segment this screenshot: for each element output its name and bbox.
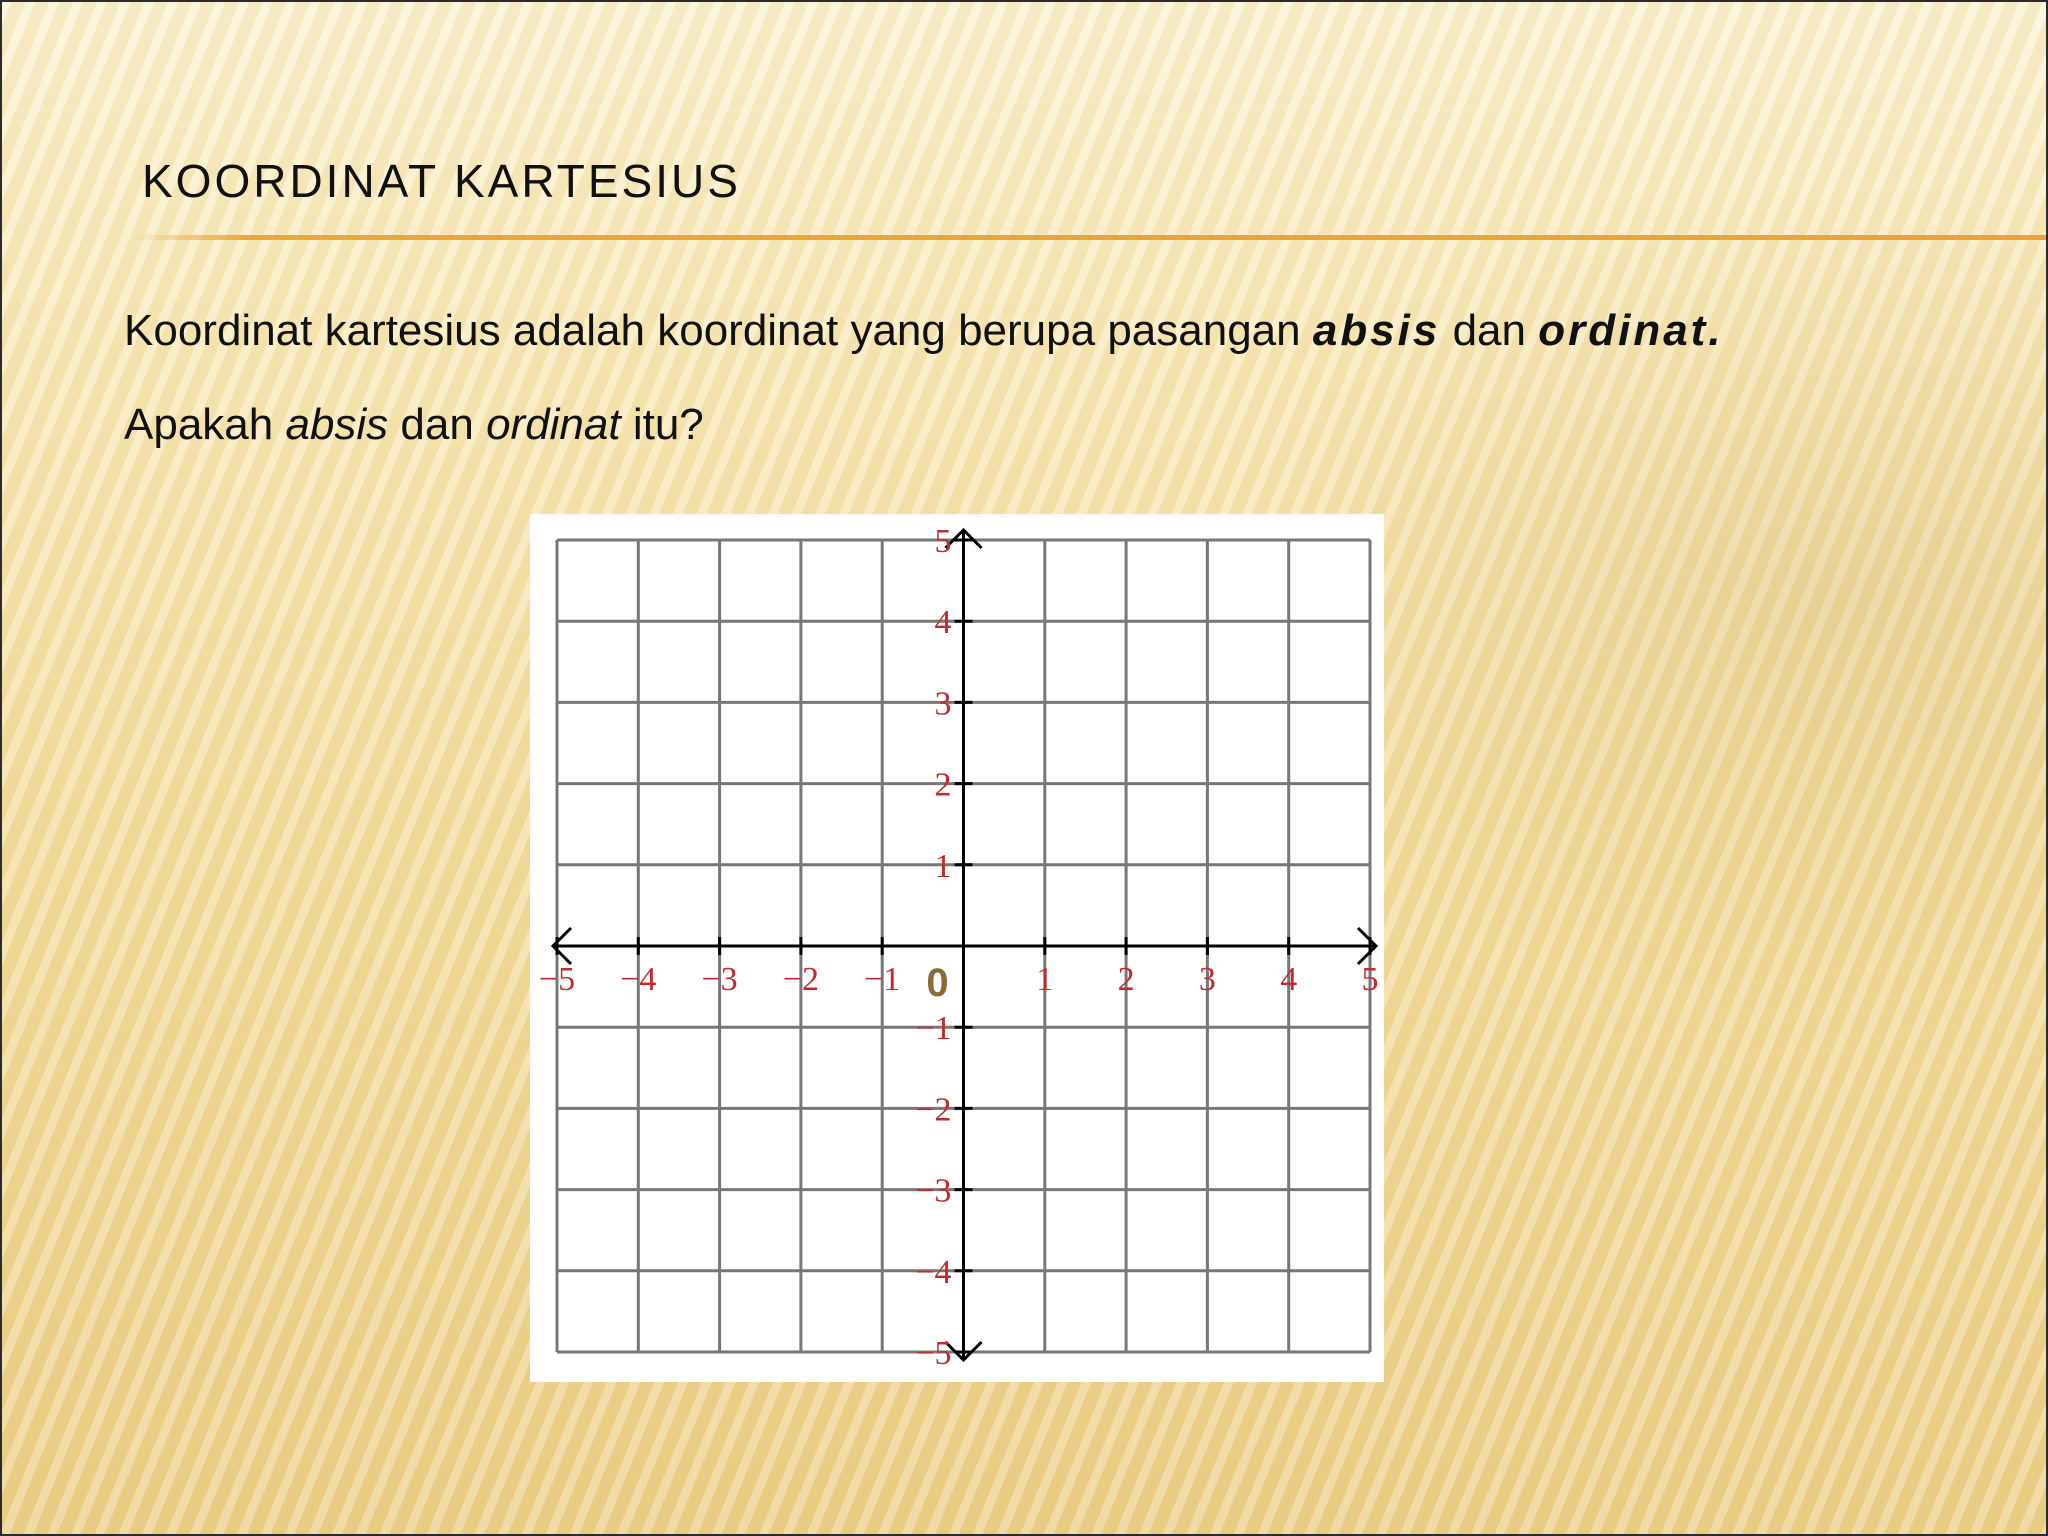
- x-tick-label: 1: [1036, 961, 1054, 998]
- x-tick-label: 2: [1117, 961, 1135, 998]
- y-tick-label: 4: [934, 604, 952, 642]
- question-term-absis: absis: [285, 400, 389, 449]
- question-text-start: Apakah: [124, 400, 286, 449]
- definition-text-end: .: [1708, 306, 1724, 355]
- y-tick-label: −4: [915, 1253, 952, 1291]
- question-text-mid: dan: [388, 400, 487, 449]
- y-tick-label: −3: [915, 1172, 952, 1210]
- x-tick-label: −3: [701, 961, 738, 998]
- y-tick-label: −5: [915, 1335, 952, 1372]
- y-tick-label: −2: [915, 1091, 952, 1129]
- x-tick-label: −5: [538, 961, 576, 998]
- definition-text: [124, 306, 1724, 356]
- y-tick-label: 1: [934, 847, 952, 885]
- x-tick-label: 5: [1361, 961, 1379, 998]
- question-text-end: itu?: [620, 400, 704, 449]
- origin-label: 0: [926, 961, 949, 1005]
- y-tick-label: 5: [934, 523, 952, 560]
- cartesian-graph: [530, 514, 1384, 1382]
- y-tick-label: 3: [934, 685, 952, 723]
- definition-text-start: Koordinat kartesius adalah koordinat yang berupa pasangan: [124, 306, 1313, 355]
- x-tick-label: 3: [1198, 961, 1216, 998]
- term-ordinat: ordinat: [1538, 306, 1709, 355]
- x-tick-label: −4: [620, 961, 657, 998]
- question-text: [124, 400, 704, 450]
- title-underline: [132, 235, 2048, 240]
- slide-title: KOORDINAT KARTESIUS: [142, 155, 741, 207]
- y-tick-label: 2: [934, 766, 952, 804]
- x-tick-label: −2: [782, 961, 819, 998]
- question-term-ordinat: ordinat: [486, 400, 621, 449]
- definition-text-mid: dan: [1440, 306, 1539, 355]
- x-tick-label: 4: [1280, 961, 1298, 998]
- term-absis: absis: [1312, 306, 1441, 355]
- x-tick-label: −1: [864, 961, 901, 998]
- cartesian-graph-svg: [530, 514, 1384, 1382]
- y-tick-label: −1: [915, 1010, 952, 1048]
